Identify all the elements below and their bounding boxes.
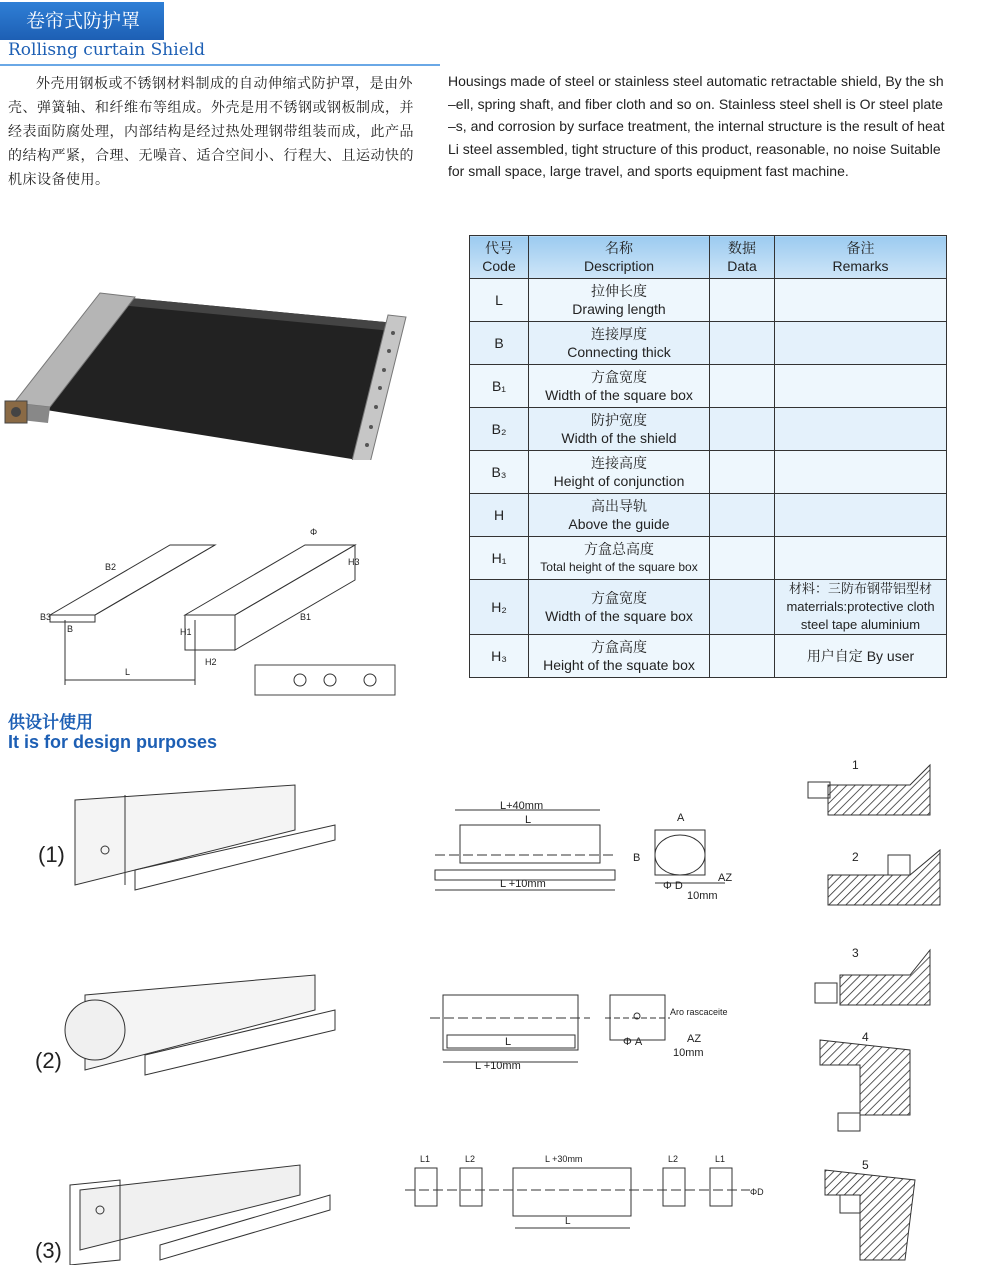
dim-label-B1: B1 <box>300 612 312 622</box>
option-label-1: (1) <box>38 842 65 867</box>
dim-text: L <box>505 1036 512 1048</box>
intro-en-line: for small space, large travel, and sports equipment fast machine. <box>448 163 849 179</box>
dim-label-phi: Φ <box>310 527 318 537</box>
dim-label-B2: B2 <box>105 562 117 572</box>
dim-text: L2 <box>668 1154 679 1164</box>
dim-text: 10mm <box>673 1047 704 1059</box>
dim-text: L1 <box>715 1154 726 1164</box>
dim-text: L <box>565 1216 571 1227</box>
dim-label-B3: B3 <box>40 612 52 622</box>
dim-text: AZ <box>687 1033 702 1045</box>
option-label-2: (2) <box>35 1048 62 1073</box>
option-1-sketch <box>55 775 345 900</box>
intro-en-line: –s, and corrosion by surface treatment, the internal structure is the result of heat <box>448 118 945 134</box>
dim-label-H3: H3 <box>348 557 360 567</box>
dim-label-H1: H1 <box>180 627 192 637</box>
intro-en-line: Housings made of steel or stainless steel automatic retractable shield, By the sh <box>448 73 944 89</box>
dim-text: L +30mm <box>545 1154 583 1164</box>
dim-text: L +10mm <box>475 1060 521 1070</box>
section-title-en: Rollisng curtain Shield <box>8 40 206 60</box>
detail-number: 3 <box>852 946 859 960</box>
dim-text: L <box>525 814 532 826</box>
detail-number: 2 <box>852 850 859 864</box>
detail-number: 5 <box>862 1158 869 1172</box>
section-title-cn: 卷帘式防护罩 <box>0 2 164 40</box>
product-photo <box>0 285 420 460</box>
dim-text: 10mm <box>687 890 718 902</box>
col-header-code: 代号 Code <box>470 236 529 279</box>
center-drawing-3 <box>405 1150 780 1235</box>
spec-table <box>469 235 947 678</box>
dim-text: AZ <box>718 872 733 884</box>
col-header-data: 数据 Data <box>710 236 775 279</box>
option-label-3: (3) <box>35 1238 62 1263</box>
center-drawing-1 <box>425 795 755 905</box>
dim-text: A <box>677 812 685 824</box>
dim-text: B <box>633 852 641 864</box>
dim-text: L +10mm <box>500 878 546 890</box>
table-row: B 连接厚度 Connecting thick <box>470 322 947 365</box>
section-details <box>800 755 960 1265</box>
table-row: H₁ 方盒总高度 Total height of the square box <box>470 537 947 580</box>
dim-text: L1 <box>420 1154 431 1164</box>
table-row: H 高出导轨 Above the guide <box>470 494 947 537</box>
col-header-remarks: 备注 Remarks <box>775 236 947 279</box>
dim-text: L2 <box>465 1154 476 1164</box>
table-row: H₃ 方盒高度 Height of the squate box 用户自定 By user <box>470 635 947 678</box>
intro-en-paragraph <box>448 70 988 183</box>
dim-label-H2: H2 <box>205 657 217 667</box>
table-row: L 拉伸长度 Drawing length <box>470 279 947 322</box>
dim-text: ΦD <box>750 1187 764 1197</box>
detail-number: 4 <box>862 1030 869 1044</box>
detail-number: 1 <box>852 758 859 772</box>
intro-en-line: –ell, spring shaft, and fiber cloth and so on. Stainless steel shell is Or steel plate <box>448 95 943 112</box>
intro-en-line: Li steel assembled, tight structure of this product, reasonable, no noise Suitable <box>448 140 941 157</box>
dim-text: Φ A <box>623 1036 643 1048</box>
table-row: B₃ 连接高度 Height of conjunction <box>470 451 947 494</box>
dim-label-B: B <box>67 624 74 634</box>
dim-label-L: L <box>125 667 131 677</box>
dim-text: Φ D <box>663 880 683 892</box>
option-2-sketch <box>55 970 345 1085</box>
table-row: B₂ 防护宽度 Width of the shield <box>470 408 947 451</box>
intro-cn-paragraph: 外壳用钢板或不锈钢材料制成的自动伸缩式防护罩，是由外壳、弹簧轴、和纤维布等组成。外壳是用不锈钢或钢板制成，并经表面防腐处理，内部结构是经过热处理钢带组装而成，此产品的结构严紧，合理、无噪音、适合空间小、行程大、且运动快的机床设备使用。 <box>8 76 414 188</box>
table-row: H₂ 方盒宽度 Width of the square box 材料：三防布钢带铝型材 materrials:protective cloth steel tape aluminium <box>470 580 947 635</box>
design-title-cn: 供设计使用 <box>8 713 93 733</box>
dim-text: Aro rascaceite <box>670 1007 728 1017</box>
col-header-description: 名称 Description <box>529 236 710 279</box>
center-drawing-2 <box>425 990 755 1070</box>
dimension-drawing <box>35 520 415 700</box>
dim-text: L+40mm <box>500 800 544 812</box>
title-divider <box>0 64 440 66</box>
table-row: B₁ 方盒宽度 Width of the square box <box>470 365 947 408</box>
option-3-sketch <box>60 1160 340 1265</box>
design-title-en: It is for design purposes <box>8 732 218 752</box>
